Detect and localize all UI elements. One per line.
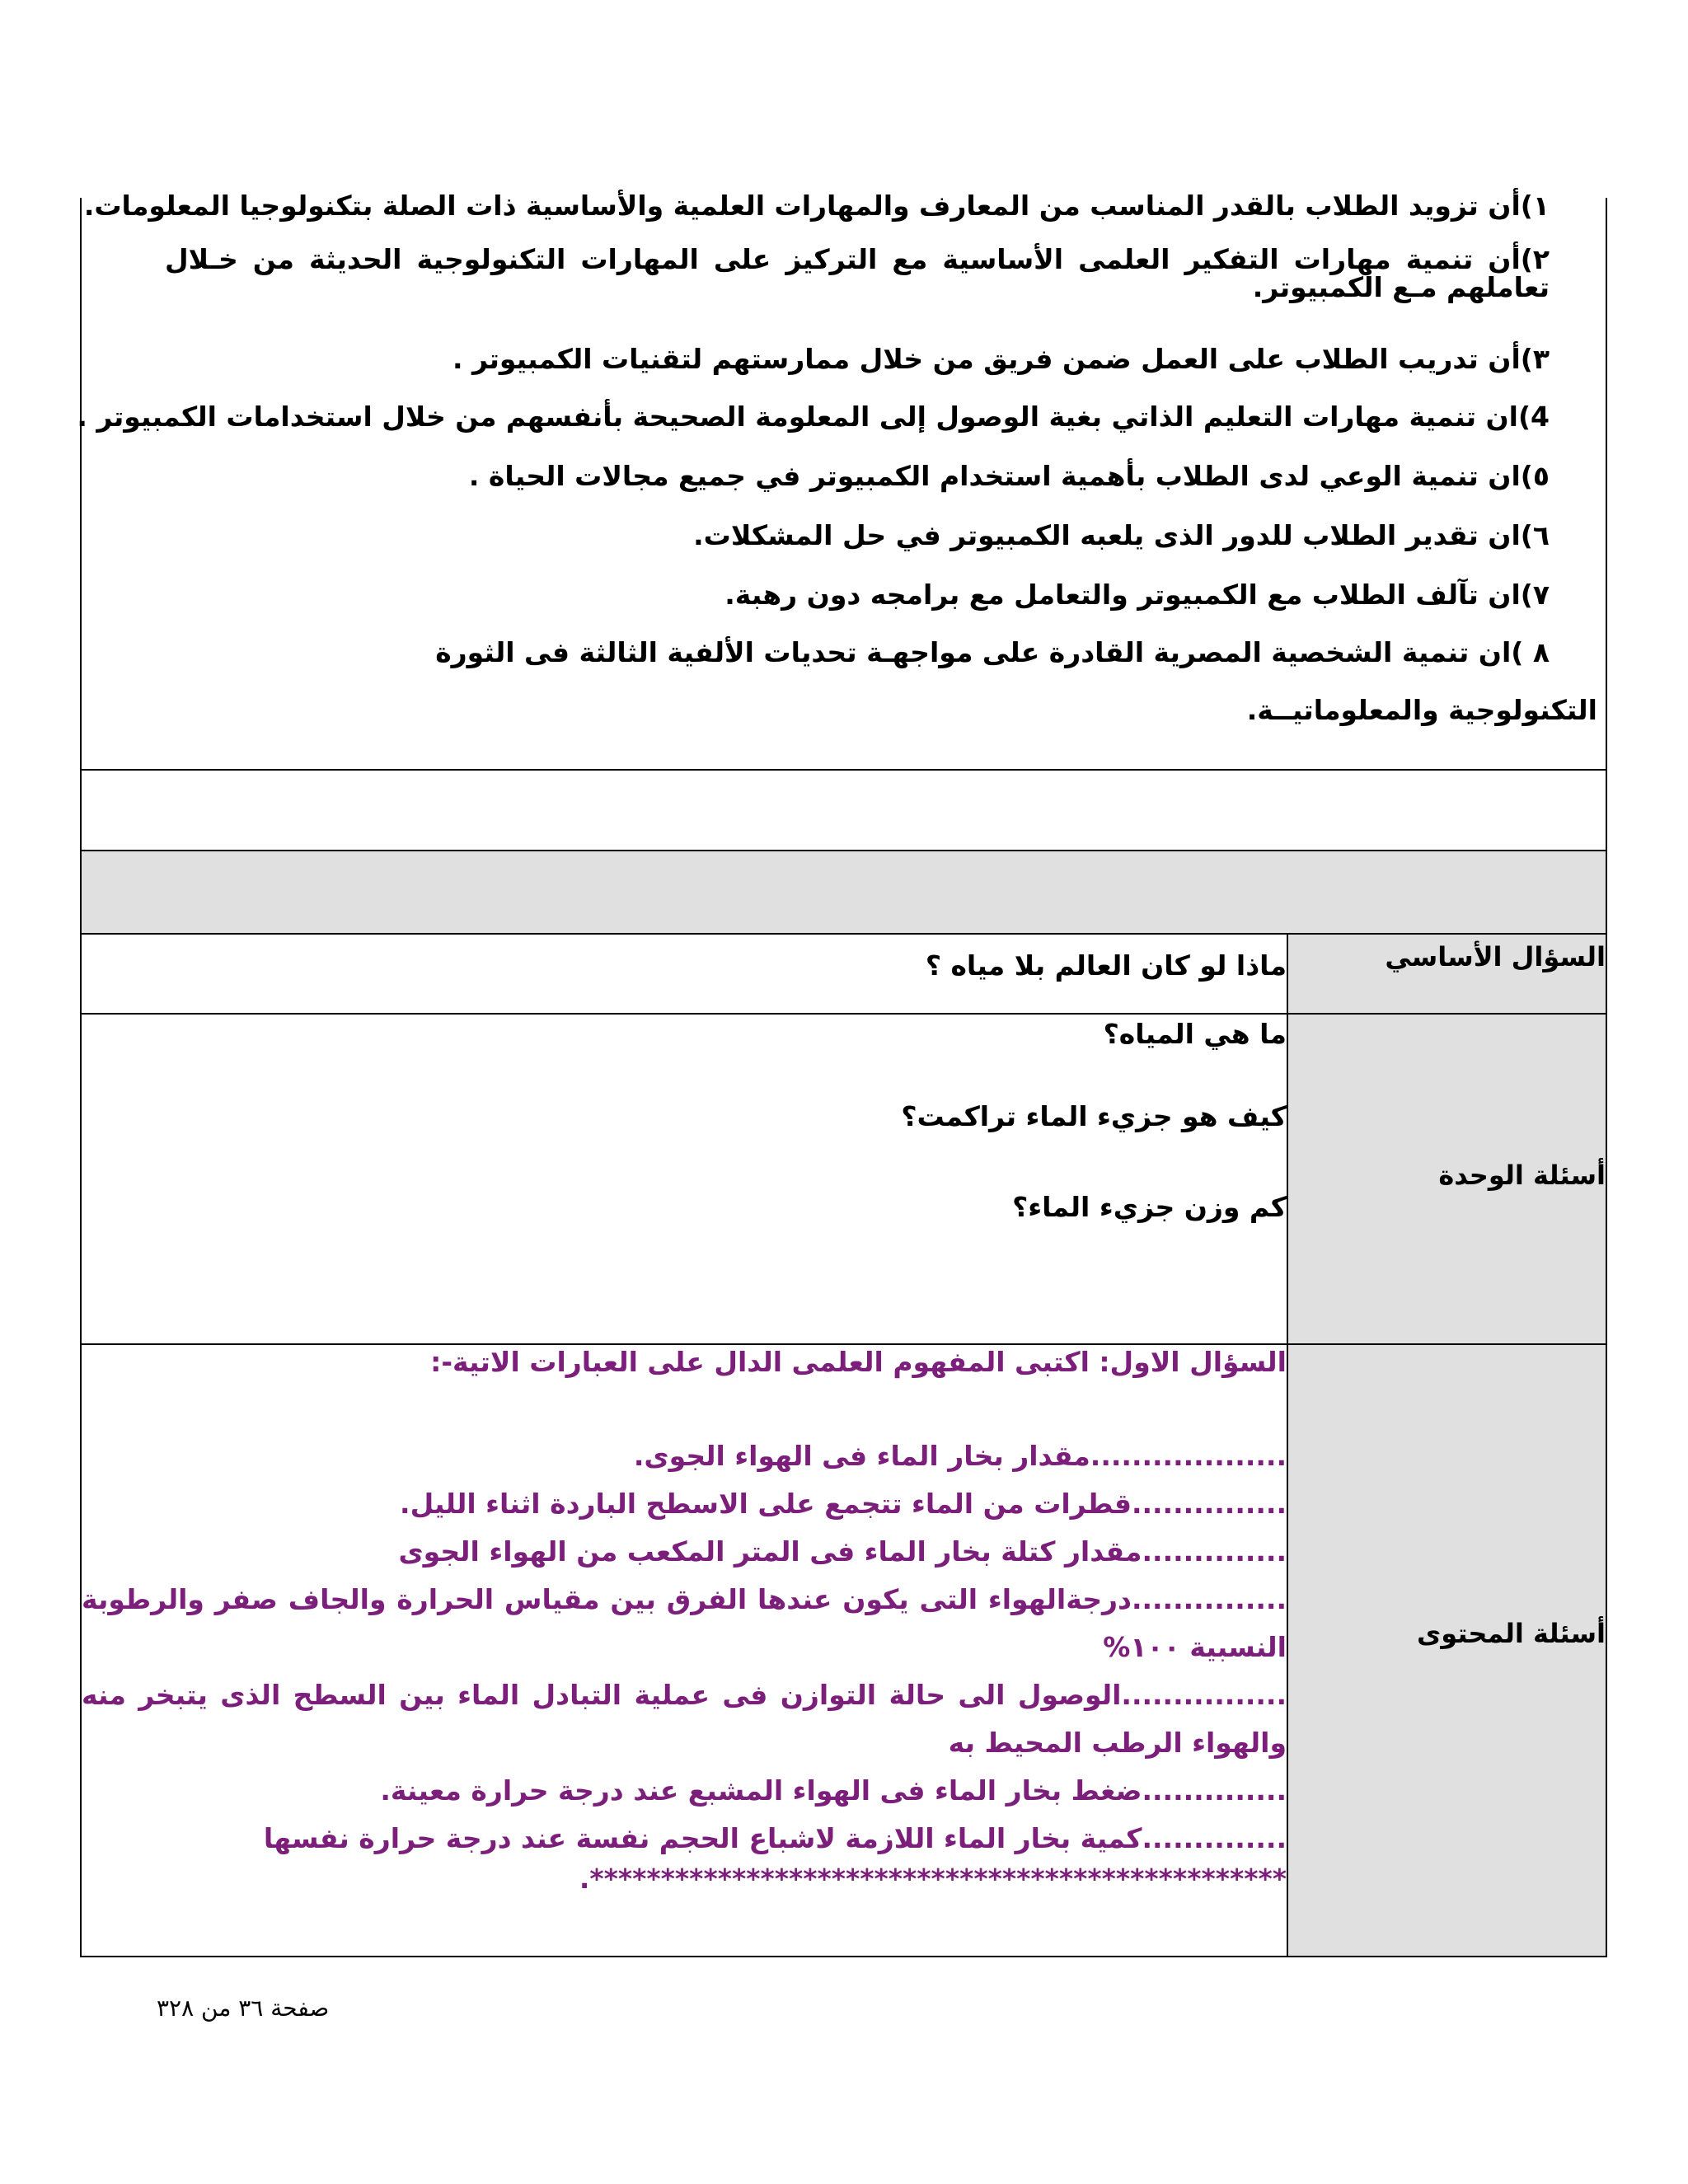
- content-questions-label-text: أسئلة المحتوى: [1416, 1617, 1606, 1649]
- objective-5: ٥)ان تنمية الوعي لدى الطلاب بأهمية استخدام الكمبيوتر في جميع مجالات الحياة .: [468, 460, 1550, 492]
- objective-8-cont: التكنولوجية والمعلوماتيــة.: [1246, 694, 1597, 726]
- content-questions-heading: السؤال الاول: اكتبى المفهوم العلمى الدال على العبارات الاتية-:: [430, 1346, 1287, 1378]
- content-question-7: ..............كمية بخار الماء اللازمة لاشباع الحجم نفسة عند درجة حرارة نفسها: [263, 1822, 1287, 1854]
- unit-questions-row: [81, 1014, 1606, 1344]
- content-question-6: ..............ضغط بخار الماء فى الهواء المشبع عند درجة حرارة معينة.: [380, 1774, 1287, 1807]
- objective-2: ٢)أن تنمية مهارات التفكير العلمى الأساسية مع التركيز على المهارات التكنولوجية الحديثة من خـلال تعاملهم مـع الكمبيوتر.: [165, 243, 1550, 303]
- unit-question-3: كم وزن جزيء الماء؟: [1012, 1191, 1287, 1223]
- page-footer: صفحة ٣٦ من ٣٢٨: [157, 1994, 330, 2022]
- essential-question-cell: [81, 934, 1287, 1014]
- content-question-3: ..............مقدار كتلة بخار الماء فى المتر المكعب من الهواء الجوى: [398, 1535, 1287, 1568]
- objective-1: ١)أن تزويد الطلاب بالقدر المناسب من المعارف والمهارات العلمية والأساسية ذات الصلة بتكنولوجيا المعلومات.: [83, 190, 1550, 222]
- objective-4: 4)ان تنمية مهارات التعليم الذاتي بغية الوصول إلى المعلومة الصحيحة بأنفسهم من خلال استخدامات الكمبيوتر .: [77, 401, 1550, 433]
- empty-row: [80, 769, 1607, 851]
- unit-question-2: كيف هو جزيء الماء تراكمت؟: [901, 1100, 1287, 1132]
- unit-questions-label: [1287, 1014, 1606, 1344]
- content-question-5: ................الوصول الى حالة التوازن فى عملية التبادل الماء بين السطح الذى يتبخر منه والهواء الرطب المحيط به: [82, 1679, 1287, 1759]
- content-question-1: ...................مقدار بخار الماء فى الهواء الجوى.: [633, 1440, 1287, 1472]
- content-question-8: *************************************************.: [579, 1863, 1287, 1895]
- essential-question-row: [81, 934, 1606, 1014]
- objective-6: ٦)ان تقدير الطلاب للدور الذى يلعبه الكمبيوتر في حل المشكلات.: [693, 519, 1550, 551]
- content-questions-label: [1287, 1344, 1606, 1957]
- essential-question-text: ماذا لو كان العالم بلا مياه ؟: [925, 949, 1287, 982]
- essential-question-label-text: السؤال الأساسي: [1385, 941, 1606, 972]
- content-question-2: ...............قطرات من الماء تتجمع على الاسطح الباردة اثناء الليل.: [400, 1488, 1287, 1520]
- objectives-box: [77, 190, 1607, 771]
- unit-questions-cell: [81, 1014, 1287, 1344]
- objective-7: ٧)ان تآلف الطلاب مع الكمبيوتر والتعامل مع برامجه دون رهبة.: [724, 579, 1550, 611]
- content-questions-cell: [81, 1344, 1287, 1957]
- objective-8: ٨ )ان تنمية الشخصية المصرية القادرة على مواجهـة تحديات الألفية الثالثة فى الثورة: [435, 636, 1550, 668]
- content-question-4: ...............درجةالهواء التى يكون عندها الفرق بين مقياس الحرارة والجاف صفر والرطوبة النسبية ١٠٠%: [82, 1583, 1287, 1663]
- questions-table: [80, 933, 1607, 1957]
- content-questions-row: [81, 1344, 1606, 1957]
- grey-row: [80, 850, 1607, 935]
- unit-questions-label-text: أسئلة الوحدة: [1438, 1159, 1606, 1191]
- essential-question-label: [1287, 934, 1606, 1014]
- unit-question-1: ما هي المياه؟: [1103, 1018, 1287, 1050]
- objective-3: ٣)أن تدريب الطلاب على العمل ضمن فريق من خلال ممارستهم لتقنيات الكمبيوتر .: [452, 343, 1550, 375]
